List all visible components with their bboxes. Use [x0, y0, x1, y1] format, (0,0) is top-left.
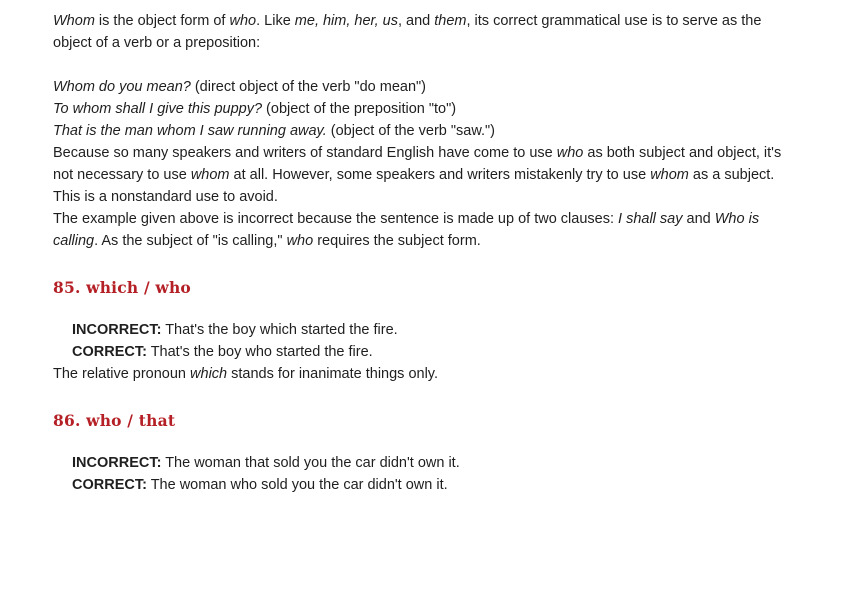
- p2-term-who: who: [556, 145, 584, 161]
- incorrect-label: INCORRECT:: [72, 455, 162, 471]
- incorrect-label: INCORRECT:: [72, 322, 162, 338]
- p3-clause-2: Who is calling: [53, 211, 760, 249]
- intro-paragraph: [53, 10, 798, 54]
- usage-pair-85: [53, 319, 798, 363]
- example-gloss: (object of the verb "saw."): [326, 123, 496, 139]
- correct-row: [72, 341, 798, 363]
- example-sentence: To whom shall I give this puppy?: [53, 101, 263, 117]
- example-item: [53, 98, 798, 120]
- incorrect-sentence: That's the boy which started the fire.: [161, 322, 398, 338]
- correct-row: [72, 474, 798, 496]
- intro-text-3: , and: [397, 13, 435, 29]
- example-list: [53, 76, 798, 142]
- p2-text-3: at all. However, some speakers and writers mistakenly try to use: [229, 167, 651, 183]
- example-sentence: Whom do you mean?: [53, 79, 191, 95]
- intro-text-4: , its correct grammatical use is to serve as the object of a verb or a preposition:: [53, 13, 762, 51]
- correct-sentence: That's the boy who started the fire.: [146, 344, 373, 360]
- p2-term-whom-1: whom: [190, 167, 230, 183]
- paragraph-three: [53, 208, 798, 252]
- intro-term-them: them: [434, 13, 467, 29]
- correct-sentence: The woman who sold you the car didn't own it.: [146, 477, 448, 493]
- p3-text-3: . As the subject of "is calling,": [94, 233, 287, 249]
- note-text-2: stands for inanimate things only.: [227, 366, 439, 382]
- section-heading-85: 85. which / who: [53, 278, 191, 297]
- usage-pair-86: [53, 452, 798, 496]
- intro-term-whom: Whom: [53, 13, 95, 29]
- incorrect-sentence: The woman that sold you the car didn't own it.: [161, 455, 460, 471]
- p3-term-who: who: [286, 233, 314, 249]
- incorrect-row: [72, 319, 798, 341]
- example-gloss: (direct object of the verb "do mean"): [190, 79, 426, 95]
- p3-text-2: and: [682, 211, 715, 227]
- section-heading-86: 86. who / that: [53, 411, 176, 430]
- intro-text-1: is the object form of: [94, 13, 230, 29]
- note-text-1: The relative pronoun: [53, 366, 191, 382]
- example-item: [53, 76, 798, 98]
- paragraph-two: [53, 142, 798, 208]
- p3-text-4: requires the subject form.: [313, 233, 481, 249]
- note-term-which: which: [190, 366, 228, 382]
- incorrect-row: [72, 452, 798, 474]
- p3-clause-1: I shall say: [618, 211, 683, 227]
- p3-text-1: The example given above is incorrect because the sentence is made up of two clauses:: [53, 211, 619, 227]
- p2-text-2: as both subject and object, it's not necessary to use: [53, 145, 782, 183]
- correct-label: CORRECT:: [72, 344, 147, 360]
- correct-label: CORRECT:: [72, 477, 147, 493]
- intro-term-who: who: [229, 13, 257, 29]
- intro-text-2: . Like: [256, 13, 295, 29]
- example-item: [53, 120, 798, 142]
- note-paragraph: [53, 363, 798, 385]
- p2-term-whom-2: whom: [650, 167, 689, 183]
- example-gloss: (object of the preposition "to"): [262, 101, 457, 117]
- example-sentence: That is the man whom I saw running away.: [53, 123, 327, 139]
- p2-text-1: Because so many speakers and writers of standard English have come to use: [53, 145, 557, 161]
- p2-text-4: as a subject. This is a nonstandard use to avoid.: [53, 167, 775, 205]
- intro-pronoun-list: me, him, her, us: [294, 13, 398, 29]
